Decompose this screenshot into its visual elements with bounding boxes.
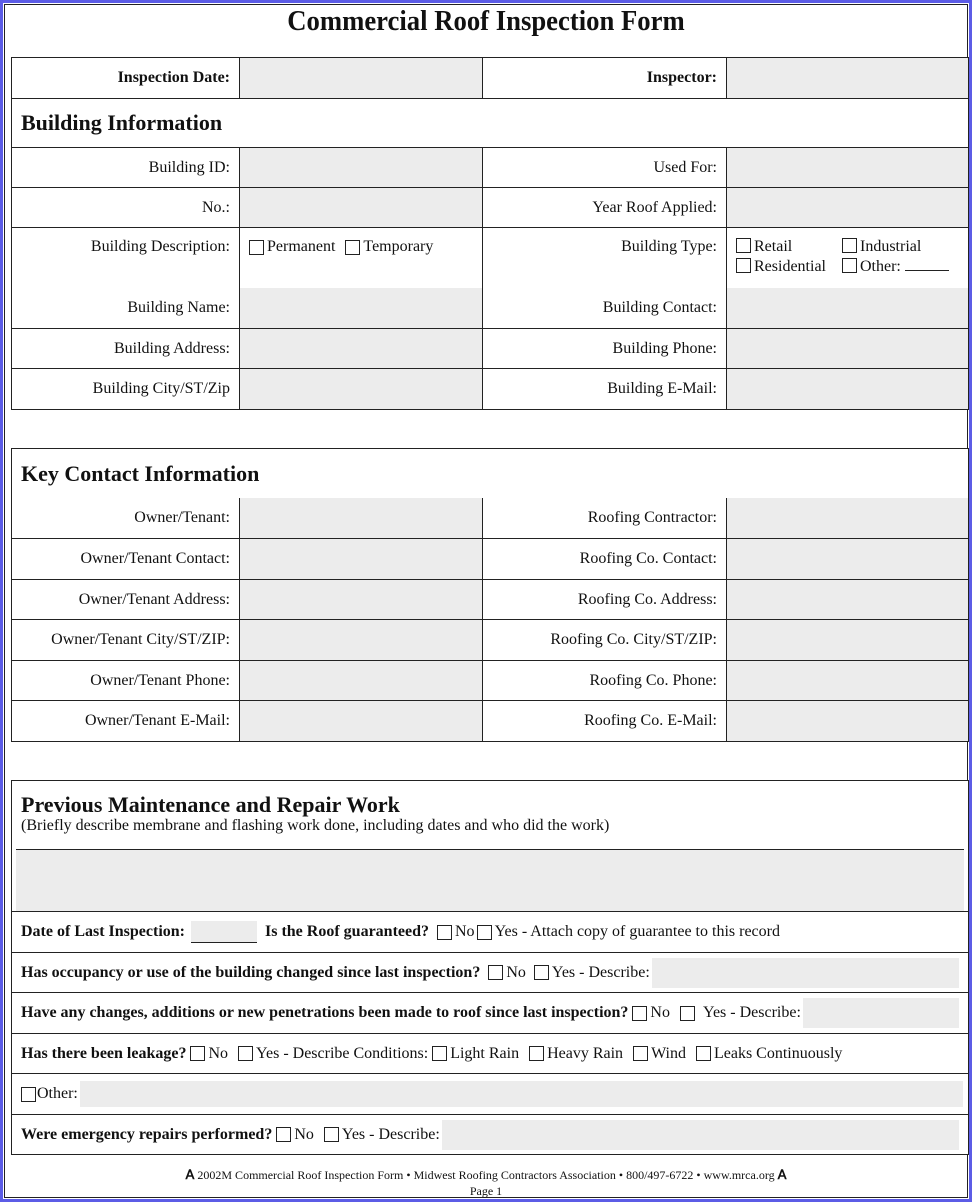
input-field[interactable] bbox=[726, 288, 968, 328]
last-inspection-label: Date of Last Inspection: bbox=[21, 923, 185, 940]
yes-attach-label: Yes - Attach copy of guarantee to this record bbox=[494, 923, 780, 940]
form-row bbox=[12, 147, 968, 187]
type-options bbox=[726, 228, 968, 288]
occupancy-question: Has occupancy or use of the building changed since last inspection? bbox=[21, 963, 481, 981]
building-description-row bbox=[12, 227, 968, 288]
field-label: Roofing Co. E-Mail: bbox=[482, 701, 726, 741]
occupancy-no-checkbox[interactable] bbox=[488, 965, 503, 980]
field-label: Owner/Tenant City/ST/ZIP: bbox=[51, 631, 230, 648]
field-label: Owner/Tenant Contact: bbox=[80, 550, 230, 567]
field-label: Building Contact: bbox=[482, 288, 726, 328]
emergency-question: Were emergency repairs performed? bbox=[21, 1125, 273, 1143]
form-row bbox=[12, 187, 968, 227]
no-label: No bbox=[455, 923, 475, 940]
inspector-field[interactable] bbox=[726, 58, 968, 98]
page-number: Page 1 bbox=[469, 1184, 503, 1198]
last-inspection-row bbox=[12, 911, 968, 952]
input-field[interactable] bbox=[239, 329, 482, 368]
field-label: Owner/Tenant Phone: bbox=[90, 671, 230, 689]
mrca-logo-icon: 𝖠 bbox=[185, 1167, 195, 1182]
form-row bbox=[12, 288, 968, 328]
other-checkbox[interactable] bbox=[21, 1087, 36, 1102]
input-field[interactable] bbox=[239, 539, 482, 579]
changes-yes-checkbox[interactable] bbox=[680, 1006, 695, 1021]
input-field[interactable] bbox=[726, 498, 968, 538]
description-options bbox=[239, 228, 482, 288]
building-section bbox=[11, 57, 969, 410]
emergency-describe-field[interactable] bbox=[442, 1120, 959, 1150]
occupancy-yes-checkbox[interactable] bbox=[534, 965, 549, 980]
checkbox-industrial[interactable] bbox=[842, 237, 959, 257]
field-label: Roofing Contractor: bbox=[482, 498, 726, 538]
input-field[interactable] bbox=[726, 369, 968, 409]
checkbox-icon[interactable] bbox=[249, 240, 264, 255]
maintenance-description-field[interactable] bbox=[16, 849, 964, 911]
input-field[interactable] bbox=[726, 661, 968, 700]
checkbox-icon[interactable] bbox=[736, 238, 751, 253]
emergency-no-checkbox[interactable] bbox=[276, 1127, 291, 1142]
field-label: Year Roof Applied: bbox=[482, 188, 726, 227]
field-label: Roofing Co. Contact: bbox=[482, 539, 726, 579]
yes-describe-label: Yes - Describe: bbox=[702, 1004, 801, 1021]
light-rain-checkbox[interactable] bbox=[432, 1046, 447, 1061]
no-label: No bbox=[650, 1004, 670, 1021]
checkbox-permanent[interactable] bbox=[249, 238, 335, 256]
form-row bbox=[12, 660, 968, 700]
option-label: Temporary bbox=[363, 238, 434, 255]
checkbox-icon[interactable] bbox=[842, 258, 857, 273]
checkbox-icon[interactable] bbox=[736, 258, 751, 273]
other-blank[interactable] bbox=[905, 270, 949, 271]
no-label: No bbox=[294, 1125, 314, 1143]
field-label: Roofing Co. Address: bbox=[482, 580, 726, 619]
checkbox-other[interactable] bbox=[842, 257, 959, 277]
field-label: Owner/Tenant Address: bbox=[78, 590, 230, 608]
changes-row bbox=[12, 992, 968, 1033]
checkbox-icon[interactable] bbox=[842, 238, 857, 253]
other-row bbox=[12, 1073, 968, 1114]
input-field[interactable] bbox=[239, 701, 482, 741]
header-row bbox=[12, 58, 968, 98]
mrca-logo-icon: 𝖠 bbox=[777, 1167, 787, 1182]
input-field[interactable] bbox=[239, 288, 482, 328]
form-row bbox=[12, 619, 968, 660]
checkbox-retail[interactable] bbox=[736, 237, 842, 257]
wind-label: Wind bbox=[651, 1044, 686, 1062]
occupancy-row bbox=[12, 952, 968, 992]
field-label: Building City/ST/Zip bbox=[92, 380, 230, 397]
wind-checkbox[interactable] bbox=[633, 1046, 648, 1061]
building-description-label: Building Description: bbox=[90, 238, 230, 255]
input-field[interactable] bbox=[239, 148, 482, 187]
input-field[interactable] bbox=[239, 580, 482, 619]
field-label: Owner/Tenant: bbox=[134, 509, 230, 526]
yes-describe-label: Yes - Describe: bbox=[551, 963, 650, 981]
contact-section bbox=[11, 448, 969, 742]
heavy-rain-checkbox[interactable] bbox=[529, 1046, 544, 1061]
building-heading: Building Information bbox=[12, 98, 968, 147]
changes-describe-field[interactable] bbox=[803, 998, 959, 1028]
yes-conditions-label: Yes - Describe Conditions: bbox=[256, 1044, 429, 1062]
input-field[interactable] bbox=[239, 620, 482, 660]
input-field[interactable] bbox=[726, 580, 968, 619]
field-label: Used For: bbox=[482, 148, 726, 187]
option-label: Industrial bbox=[860, 238, 922, 255]
emergency-yes-checkbox[interactable] bbox=[324, 1127, 339, 1142]
guaranteed-question: Is the Roof guaranteed? bbox=[265, 923, 429, 940]
field-label: Building ID: bbox=[148, 158, 230, 176]
maintenance-heading-block bbox=[12, 781, 968, 849]
input-field[interactable] bbox=[726, 701, 968, 741]
form-row bbox=[12, 538, 968, 579]
leaks-continuously-checkbox[interactable] bbox=[696, 1046, 711, 1061]
field-label: Roofing Co. City/ST/ZIP: bbox=[482, 620, 726, 660]
input-field[interactable] bbox=[239, 498, 482, 538]
light-rain-label: Light Rain bbox=[450, 1044, 520, 1062]
option-label: Residential bbox=[754, 258, 826, 275]
yes-describe-label: Yes - Describe: bbox=[341, 1125, 440, 1143]
guaranteed-no-checkbox[interactable] bbox=[437, 925, 452, 940]
contact-rows bbox=[12, 498, 968, 741]
no-label: No bbox=[506, 963, 526, 981]
inspection-date-label: Inspection Date: bbox=[117, 69, 230, 86]
changes-question: Have any changes, additions or new penetrations been made to roof since last inspection? bbox=[21, 1004, 629, 1021]
field-label: Owner/Tenant E-Mail: bbox=[84, 712, 230, 729]
checkbox-residential[interactable] bbox=[736, 257, 842, 277]
field-label: Roofing Co. Phone: bbox=[482, 661, 726, 700]
form-row bbox=[12, 700, 968, 741]
leakage-yes-checkbox[interactable] bbox=[238, 1046, 253, 1061]
form-row bbox=[12, 368, 968, 409]
form-row bbox=[12, 328, 968, 368]
field-label: Building Address: bbox=[113, 339, 230, 357]
field-label: Building E-Mail: bbox=[482, 369, 726, 409]
page-title: Commercial Roof Inspection Form bbox=[287, 5, 685, 37]
no-label: No bbox=[208, 1044, 229, 1062]
form-row bbox=[12, 579, 968, 619]
leakage-question: Has there been leakage? bbox=[21, 1044, 187, 1062]
building-rows-2 bbox=[12, 288, 968, 409]
field-label: Building Name: bbox=[127, 299, 230, 316]
emergency-row bbox=[12, 1114, 968, 1154]
guaranteed-yes-checkbox[interactable] bbox=[477, 925, 492, 940]
input-field[interactable] bbox=[726, 620, 968, 660]
maintenance-section bbox=[11, 780, 969, 1155]
option-label: Other: bbox=[860, 258, 901, 275]
building-rows bbox=[12, 147, 968, 227]
leakage-no-checkbox[interactable] bbox=[190, 1046, 205, 1061]
checkbox-temporary[interactable] bbox=[345, 238, 433, 256]
inspector-label: Inspector: bbox=[482, 58, 726, 98]
changes-no-checkbox[interactable] bbox=[632, 1006, 647, 1021]
input-field[interactable] bbox=[726, 329, 968, 368]
other-label: Other: bbox=[37, 1085, 78, 1102]
field-label: Building Phone: bbox=[482, 329, 726, 368]
last-inspection-field[interactable] bbox=[191, 921, 257, 943]
option-label: Retail bbox=[754, 238, 793, 255]
footer-text: 2002M Commercial Roof Inspection Form • Midwest Roofing Contractors Association • 800/497-6722 • www.mrca.org bbox=[197, 1168, 775, 1182]
leakage-row bbox=[12, 1033, 968, 1073]
input-field[interactable] bbox=[239, 369, 482, 409]
form-row bbox=[12, 498, 968, 538]
input-field[interactable] bbox=[239, 661, 482, 700]
heavy-rain-label: Heavy Rain bbox=[547, 1044, 624, 1062]
input-field[interactable] bbox=[726, 188, 968, 227]
footer bbox=[3, 1167, 969, 1183]
other-field[interactable] bbox=[80, 1081, 963, 1107]
contact-heading: Key Contact Information bbox=[21, 460, 260, 486]
field-label: No.: bbox=[202, 198, 230, 216]
building-type-label: Building Type: bbox=[482, 228, 726, 288]
input-field[interactable] bbox=[726, 539, 968, 579]
maintenance-subheading: (Briefly describe membrane and flashing work done, including dates and who did the work) bbox=[21, 817, 610, 834]
leaks-continuously-label: Leaks Continuously bbox=[713, 1044, 843, 1062]
input-field[interactable] bbox=[726, 148, 968, 187]
input-field[interactable] bbox=[239, 188, 482, 227]
maintenance-heading: Previous Maintenance and Repair Work bbox=[21, 792, 400, 817]
inspection-date-field[interactable] bbox=[239, 58, 482, 98]
option-label: Permanent bbox=[267, 238, 336, 255]
occupancy-describe-field[interactable] bbox=[652, 958, 959, 988]
checkbox-icon[interactable] bbox=[345, 240, 360, 255]
